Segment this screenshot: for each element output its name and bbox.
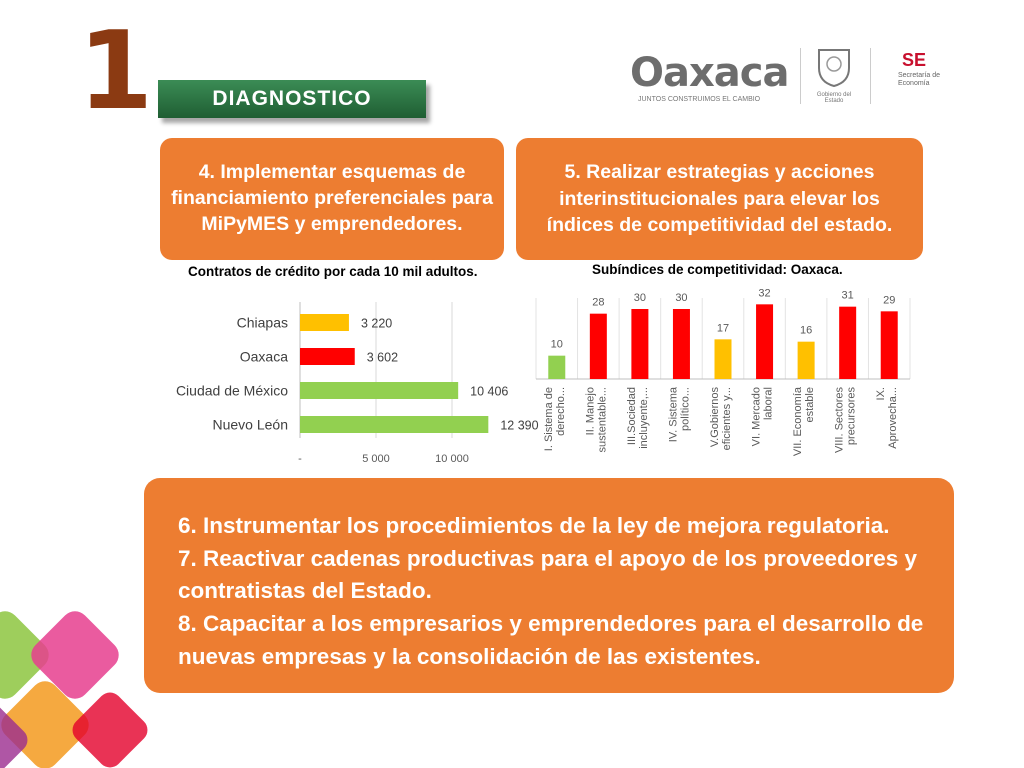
credit-contracts-chart (160, 290, 539, 470)
data-label: 16 (799, 324, 813, 337)
section-banner: DIAGNOSTICO (158, 80, 426, 118)
bar (300, 382, 458, 399)
data-label: 10 (550, 338, 563, 351)
bar (548, 356, 565, 379)
se-logo: SE (902, 50, 927, 70)
category-label: III.Sociedad (625, 387, 638, 446)
category-label: incluyente,... (637, 387, 650, 449)
category-label: Ciudad de México (175, 382, 288, 399)
category-label: eficientes y... (721, 387, 733, 451)
data-label: 31 (841, 289, 854, 302)
bar (300, 416, 488, 433)
data-label: 10 406 (470, 384, 509, 399)
category-label: político... (679, 387, 692, 432)
objective-7-text: 7. Reactivar cadenas productivas para el apoyo de los proveedores y contratistas del Estado. (178, 545, 918, 604)
category-label: VIII. Sectores (833, 387, 846, 454)
decorative-tiles-icon (0, 600, 150, 768)
objective-8-text: 8. Capacitar a los empresarios y emprendedores para el desarrollo de nuevas empresas y la consolidación de las existentes. (178, 610, 924, 669)
credit-chart-title: Contratos de crédito por cada 10 mil adultos. (188, 264, 478, 279)
x-tick-label: 10 000 (435, 453, 469, 465)
bar (590, 314, 607, 379)
header-logos (630, 40, 960, 110)
slide-number: 1 (78, 9, 150, 134)
category-label: V.Gobiernos (709, 387, 721, 448)
category-label: precursores (845, 387, 858, 446)
category-label: VI. Mercado (750, 387, 763, 447)
objective-6-text: 6. Instrumentar los procedimientos de la ley de mejora regulatoria. (178, 513, 890, 538)
data-label: 17 (716, 322, 730, 335)
category-label: Aprovecha... (887, 387, 900, 449)
objective-5-text: 5. Realizar estrategias y acciones interinstitucionales para elevar los índices de competitividad del estado. (546, 160, 893, 237)
bar (798, 342, 815, 379)
state-seal-icon (815, 44, 853, 88)
category-label: VII. Economía (792, 387, 805, 457)
competitiveness-chart-title: Subíndices de competitividad: Oaxaca. (592, 262, 843, 277)
data-label: 30 (675, 292, 688, 304)
data-label: 3 602 (366, 350, 399, 365)
competitiveness-subindex-chart (530, 280, 920, 475)
objective-4-box (160, 138, 504, 260)
x-tick-label: 5 000 (362, 453, 390, 465)
bar (300, 348, 355, 365)
objectives-6-8-box (144, 478, 954, 693)
data-label: 28 (592, 296, 605, 309)
category-label: Chiapas (236, 314, 288, 331)
bar (881, 311, 898, 379)
data-label: 29 (883, 294, 896, 307)
bar (715, 339, 732, 379)
data-label: 32 (758, 287, 771, 300)
logo-separator (870, 48, 871, 104)
category-label: II. Manejo (584, 387, 597, 436)
category-label: Nuevo León (212, 416, 288, 433)
data-label: 12 390 (500, 418, 539, 433)
category-label: IX. (875, 387, 888, 401)
se-caption: Secretaría de Economía (898, 72, 941, 88)
category-label: IV. Sistema (667, 387, 680, 443)
logo-separator (800, 48, 801, 104)
bar (673, 309, 690, 379)
logo-tagline: JUNTOS CONSTRUIMOS EL CAMBIO (638, 96, 761, 103)
category-label: derecho... (554, 387, 567, 436)
objective-5-box (516, 138, 923, 260)
data-label: 3 220 (360, 316, 393, 331)
category-label: laboral (762, 387, 775, 421)
category-label: estable (804, 387, 817, 423)
category-label: Oaxaca (239, 348, 288, 365)
category-label: sustentable... (596, 387, 609, 453)
bar (839, 307, 856, 379)
oaxaca-logo: Oaxaca (630, 50, 789, 96)
bar (300, 314, 349, 331)
category-label: I. Sistema de (542, 387, 555, 452)
seal-caption: Gobierno del Estado (816, 92, 852, 104)
objective-4-text: 4. Implementar esquemas de financiamiento preferenciales para MiPyMES y emprendedores. (171, 161, 493, 235)
bar (631, 309, 648, 379)
bar (756, 304, 773, 379)
x-tick-label: - (298, 453, 302, 465)
data-label: 30 (633, 292, 647, 304)
